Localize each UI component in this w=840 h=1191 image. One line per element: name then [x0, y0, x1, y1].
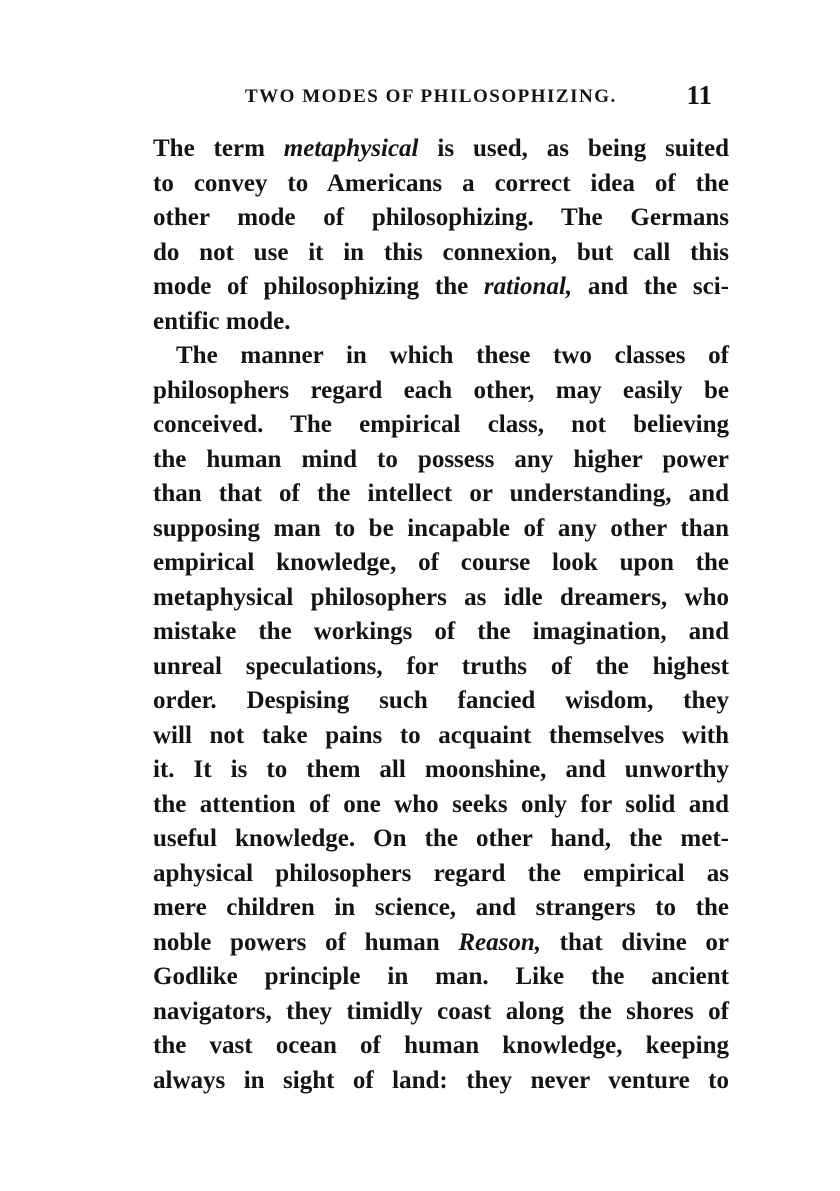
text-line: the attention of one who seeks only for solid and: [153, 790, 729, 818]
text-line: always in sight of land: they never venture to: [153, 1066, 729, 1094]
text-line: useful knowledge. On the other hand, the met-: [153, 825, 729, 852]
italic-term: Reason,: [458, 928, 541, 956]
text-line: mistake the workings of the imagination, and: [153, 618, 729, 645]
text-line: mere children in science, and strangers to the: [153, 894, 729, 921]
text-line: than that of the intellect or understanding, and: [153, 480, 729, 507]
text-line: navigators, they timidly coast along the shores of: [153, 997, 729, 1025]
text-line: it. It is to them all moonshine, and unworthy: [153, 756, 729, 783]
text-line: aphysical philosophers regard the empirical as: [153, 859, 729, 887]
text-line: Godlike principle in man. Like the ancient: [153, 963, 729, 990]
text-line: The term metaphysical is used, as being suited: [153, 135, 729, 162]
italic-term: rational,: [483, 273, 573, 300]
text-line: empirical knowledge, of course look upon the: [153, 549, 729, 576]
text-line: order. Despising such fancied wisdom, they: [153, 687, 729, 714]
text-line: the human mind to possess any higher power: [153, 445, 729, 473]
body-text: [153, 132, 729, 1098]
text-line: other mode of philosophizing. The Germans: [153, 204, 729, 231]
text-line: mode of philosophizing the rational, and the sci-: [153, 273, 729, 300]
text-line: unreal speculations, for truths of the highest: [153, 652, 729, 680]
text-line: entific mode.: [153, 307, 291, 335]
page-number: 11: [686, 80, 712, 110]
paragraph-start-line: The manner in which these two classes of: [176, 342, 729, 369]
text-line: do not use it in this connexion, but call this: [153, 238, 729, 266]
text-line: conceived. The empirical class, not believing: [153, 411, 729, 438]
text-line: supposing man to be incapable of any other than: [153, 514, 729, 542]
text-line: the vast ocean of human knowledge, keeping: [153, 1032, 729, 1059]
page-header: [150, 80, 720, 110]
running-head: TWO MODES OF PHILOSOPHIZING.: [245, 86, 617, 107]
italic-term: metaphysical: [283, 135, 419, 162]
text-line: metaphysical philosophers as idle dreamers, who: [153, 583, 729, 611]
text-line: will not take pains to acquaint themselves with: [153, 721, 729, 749]
text-line: noble powers of human Reason, that divine or: [153, 928, 730, 956]
text-line: to convey to Americans a correct idea of the: [153, 169, 729, 197]
text-line: philosophers regard each other, may easily be: [153, 376, 729, 404]
